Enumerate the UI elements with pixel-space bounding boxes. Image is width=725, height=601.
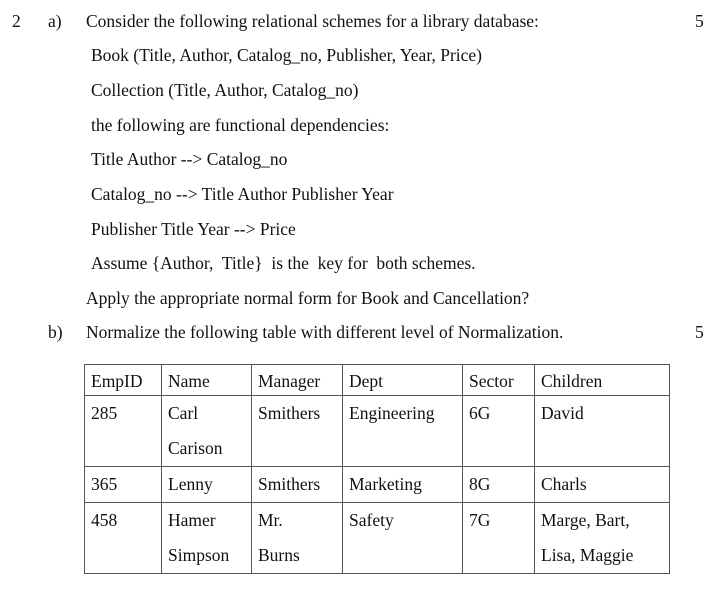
cell-name (162, 396, 252, 467)
employee-table (84, 364, 670, 574)
cell-manager-line: Mr. (258, 510, 283, 530)
cell-manager (252, 396, 343, 467)
part-a-marks: 5 (695, 11, 704, 31)
cell-manager (252, 503, 343, 574)
cell-name-line: Lenny (168, 474, 213, 494)
cell-name (162, 467, 252, 503)
header-sector: Sector (463, 365, 535, 396)
cell-sector: 8G (463, 467, 535, 503)
cell-empid: 458 (85, 503, 162, 574)
part-b-marks: 5 (695, 322, 704, 342)
cell-manager-line: Smithers (258, 403, 321, 423)
header-children: Children (535, 365, 670, 396)
part-a-prompt: Consider the following relational schemes for a library database: (86, 11, 539, 31)
table-row (85, 503, 670, 574)
header-name: Name (162, 365, 252, 396)
schema-collection: Collection (Title, Author, Catalog_no) (91, 80, 359, 100)
cell-children (535, 503, 670, 574)
cell-children-line: Charls (541, 474, 587, 494)
table-row (85, 467, 670, 503)
cell-children-line: Marge, Bart, (541, 510, 630, 530)
part-b-label: b) (48, 322, 63, 342)
table-header-row (85, 365, 670, 396)
cell-manager-line: Burns (258, 545, 300, 565)
cell-manager (252, 467, 343, 503)
cell-name-line: Hamer (168, 510, 216, 530)
cell-children (535, 396, 670, 467)
cell-sector: 7G (463, 503, 535, 574)
cell-name-line: Carison (168, 438, 223, 458)
cell-children (535, 467, 670, 503)
header-manager: Manager (252, 365, 343, 396)
fd-2: Catalog_no --> Title Author Publisher Year (91, 184, 394, 204)
cell-dept: Engineering (343, 396, 463, 467)
cell-children-line: Lisa, Maggie (541, 545, 634, 565)
fd-1: Title Author --> Catalog_no (91, 149, 288, 169)
cell-empid: 365 (85, 467, 162, 503)
cell-children-line: David (541, 403, 584, 423)
part-a-label: a) (48, 11, 62, 31)
question-number: 2 (12, 11, 21, 31)
part-b-prompt: Normalize the following table with different level of Normalization. (86, 322, 564, 342)
cell-dept: Safety (343, 503, 463, 574)
header-dept: Dept (343, 365, 463, 396)
cell-sector: 6G (463, 396, 535, 467)
cell-name-line: Carl (168, 403, 199, 423)
fd-3: Publisher Title Year --> Price (91, 219, 296, 239)
cell-manager-line: Smithers (258, 474, 321, 494)
header-empid: EmpID (85, 365, 162, 396)
cell-empid: 285 (85, 396, 162, 467)
cell-name-line: Simpson (168, 545, 230, 565)
cell-name (162, 503, 252, 574)
fd-intro: the following are functional dependencies: (91, 115, 390, 135)
apply-question: Apply the appropriate normal form for Book and Cancellation? (86, 288, 530, 308)
schema-book: Book (Title, Author, Catalog_no, Publisher, Year, Price) (91, 45, 482, 65)
key-assumption: Assume {Author, Title} is the key for both schemes. (91, 253, 476, 273)
cell-dept: Marketing (343, 467, 463, 503)
table-row (85, 396, 670, 467)
